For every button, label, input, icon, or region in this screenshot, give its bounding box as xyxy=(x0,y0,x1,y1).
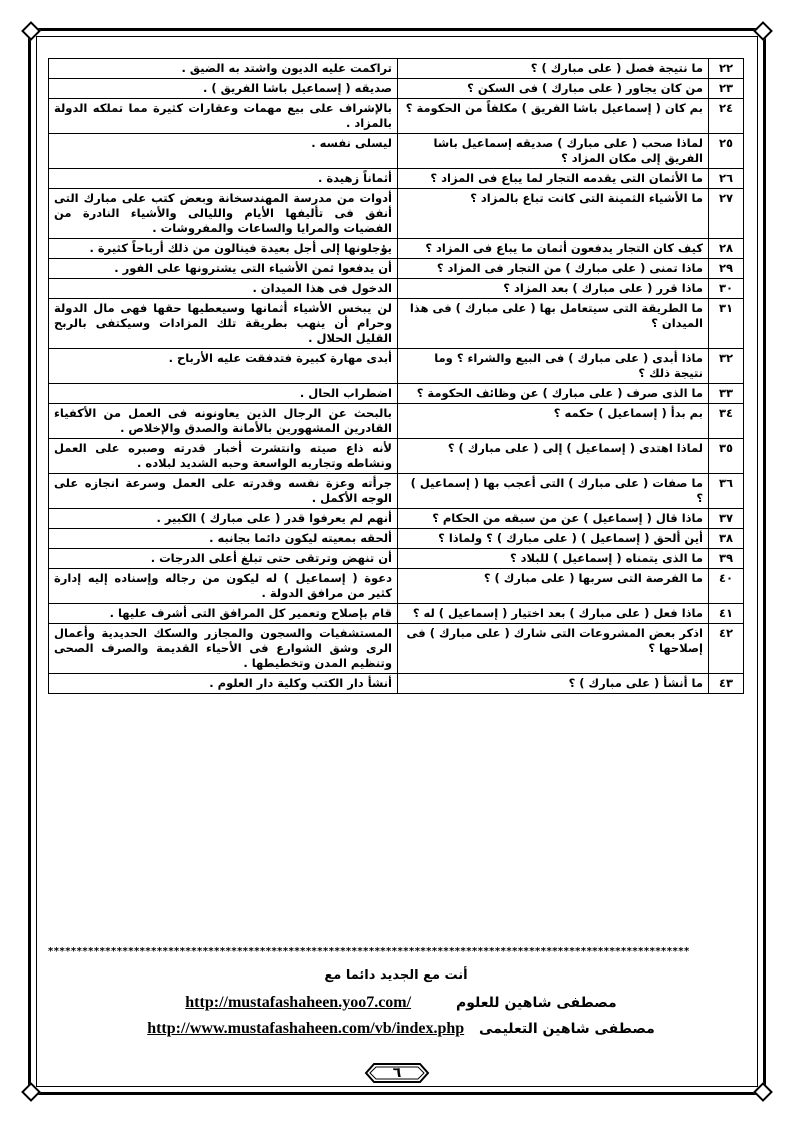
question-cell: ما الذى صرف ( على مبارك ) عن وظائف الحكومة ؟ xyxy=(398,384,709,404)
answer-cell: أبدى مهارة كبيرة فتدفقت عليه الأرباح . xyxy=(49,349,398,384)
question-number: ٤٢ xyxy=(709,624,744,674)
answer-cell: أن تنهض وترتقى حتى تبلغ أعلى الدرجات . xyxy=(49,549,398,569)
page-number-badge xyxy=(364,1062,430,1084)
table-row xyxy=(49,404,744,439)
question-number: ٣٧ xyxy=(709,509,744,529)
footer-site-1-name: مصطفى شاهين للعلوم xyxy=(455,995,617,1011)
answer-cell: أثماناً زهيدة . xyxy=(49,169,398,189)
question-cell: ما الأشياء الثمينة التى كانت تباع بالمزاد ؟ xyxy=(398,189,709,239)
question-cell: اذكر بعض المشروعات التى شارك ( على مبارك ) فى إصلاحها ؟ xyxy=(398,624,709,674)
answer-cell: ألحقه بمعيته ليكون دائما بجانبه . xyxy=(49,529,398,549)
question-cell: ماذا فعل ( على مبارك ) بعد اختيار ( إسماعيل ) له ؟ xyxy=(398,604,709,624)
table-row xyxy=(49,99,744,134)
question-cell: ماذا قال ( إسماعيل ) عن من سبقه من الحكام ؟ xyxy=(398,509,709,529)
answer-cell: بالإشراف على بيع مهمات وعقارات كثيرة مما تملكه الدولة بالمزاد . xyxy=(49,99,398,134)
question-cell: لماذا اهتدى ( إسماعيل ) إلى ( على مبارك ) ؟ xyxy=(398,439,709,474)
table-row xyxy=(49,674,744,694)
question-cell: ما الأثمان التى يقدمه التجار لما يباع فى المزاد ؟ xyxy=(398,169,709,189)
table-row xyxy=(49,624,744,674)
question-cell: ماذا تمنى ( على مبارك ) من التجار فى المزاد ؟ xyxy=(398,259,709,279)
question-cell: بم بدأ ( إسماعيل ) حكمه ؟ xyxy=(398,404,709,439)
table-row xyxy=(49,259,744,279)
answer-cell: أنهم لم يعرفوا قدر ( على مبارك ) الكبير . xyxy=(49,509,398,529)
question-cell: ماذا أبدى ( على مبارك ) فى البيع والشراء ؟ وما نتيجة ذلك ؟ xyxy=(398,349,709,384)
footer-site-2-name: مصطفى شاهين التعليمى xyxy=(479,1021,655,1037)
answer-cell: المستشفيات والسجون والمجازر والسكك الحديدية وأعمال الرى وشق الشوارع فى الأحياء القديمة والصرف الصحى وتنظيم المدن وتخطيطها . xyxy=(49,624,398,674)
answer-cell: تراكمت عليه الديون واشتد به الضيق . xyxy=(49,59,398,79)
question-number: ٣٥ xyxy=(709,439,744,474)
question-number: ٣٨ xyxy=(709,529,744,549)
question-cell: ما صفات ( على مبارك ) التى أعجب بها ( إسماعيل ) ؟ xyxy=(398,474,709,509)
footer-site-1-link[interactable]: http://mustafashaheen.yoo7.com/ xyxy=(185,994,412,1011)
question-cell: أين ألحق ( إسماعيل ) ( على مبارك ) ؟ ولماذا ؟ xyxy=(398,529,709,549)
table-row xyxy=(49,439,744,474)
answer-cell: أنشأ دار الكتب وكلية دار العلوم . xyxy=(49,674,398,694)
question-cell: بم كان ( إسماعيل باشا الفريق ) مكلفاً من الحكومة ؟ xyxy=(398,99,709,134)
table-row xyxy=(49,384,744,404)
question-cell: من كان يجاور ( على مبارك ) فى السكن ؟ xyxy=(398,79,709,99)
question-number: ٤١ xyxy=(709,604,744,624)
answer-cell: لأنه ذاع صيته وانتشرت أخبار قدرته وصبره على العمل ونشاطه وتجاربه الواسعة وحبه الشديد لبلاده . xyxy=(49,439,398,474)
table-row xyxy=(49,549,744,569)
question-number: ٢٩ xyxy=(709,259,744,279)
separator-stars: **************************************************************************************************************** xyxy=(48,946,690,957)
table-row xyxy=(49,189,744,239)
table-row xyxy=(49,569,744,604)
answer-cell: أدوات من مدرسة المهندسخانة وبعض كتب على مبارك التى أنفق فى تأليفها الأيام والليالى والأشياء النادرة من الفضيات والمرايا والساعات والمفروشات . xyxy=(49,189,398,239)
question-number: ٣٠ xyxy=(709,279,744,299)
question-number: ٢٨ xyxy=(709,239,744,259)
question-number: ٢٤ xyxy=(709,99,744,134)
answer-cell: ليسلى نفسه . xyxy=(49,134,398,169)
answer-cell: يؤجلونها إلى أجل بعيدة فينالون من ذلك أرباحاً كثيرة . xyxy=(49,239,398,259)
question-number: ٢٣ xyxy=(709,79,744,99)
table-row xyxy=(49,169,744,189)
question-cell: لماذا صحب ( على مبارك ) صديقه إسماعيل باشا الفريق إلى مكان المزاد ؟ xyxy=(398,134,709,169)
question-number: ٣١ xyxy=(709,299,744,349)
answer-cell: أن يدفعوا ثمن الأشياء التى يشترونها على الفور . xyxy=(49,259,398,279)
table-row xyxy=(49,279,744,299)
question-number: ٢٧ xyxy=(709,189,744,239)
table-row xyxy=(49,239,744,259)
answer-cell: قام بإصلاح وتعمير كل المرافق التى أشرف عليها . xyxy=(49,604,398,624)
question-number: ٤٠ xyxy=(709,569,744,604)
question-number: ٤٣ xyxy=(709,674,744,694)
question-number: ٢٢ xyxy=(709,59,744,79)
question-cell: كيف كان التجار يدفعون أثمان ما يباع فى المزاد ؟ xyxy=(398,239,709,259)
question-number: ٢٦ xyxy=(709,169,744,189)
answer-cell: دعوة ( إسماعيل ) له ليكون من رجاله وإسناده إليه إدارة كثير من مرافق الدولة . xyxy=(49,569,398,604)
question-number: ٣٤ xyxy=(709,404,744,439)
table-row xyxy=(49,299,744,349)
answer-cell: اضطراب الحال . xyxy=(49,384,398,404)
footer-site-1 xyxy=(48,994,744,1012)
question-number: ٣٩ xyxy=(709,549,744,569)
table-row xyxy=(49,79,744,99)
footer-tagline: أنت مع الجديد دائما مع xyxy=(324,968,468,983)
answer-cell: صديقه ( إسماعيل باشا الفريق ) . xyxy=(49,79,398,99)
answer-cell: بالبحث عن الرجال الذين يعاونونه فى العمل من الأكفياء القادرين المشهورين بالأمانة والصدق والإخلاص . xyxy=(49,404,398,439)
question-number: ٣٦ xyxy=(709,474,744,509)
page-number: ٦ xyxy=(392,1065,402,1081)
table-row xyxy=(49,59,744,79)
answer-cell: جرأته وعزة نفسه وقدرته على العمل وسرعة انجازه على الوجه الأكمل . xyxy=(49,474,398,509)
answer-cell: لن يبخس الأشياء أثمانها وسيعطيها حقها فهى مال الدولة وحرام أن ينهب بطريقة تلك المزادات وسيكتفى بالربح القليل الحلال . xyxy=(49,299,398,349)
question-cell: ماذا قرر ( على مبارك ) بعد المزاد ؟ xyxy=(398,279,709,299)
question-cell: ما الذى يتمناه ( إسماعيل ) للبلاد ؟ xyxy=(398,549,709,569)
footer-site-2 xyxy=(48,1020,744,1038)
footer-site-2-link[interactable]: http://www.mustafashaheen.com/vb/index.php xyxy=(147,1020,465,1037)
question-cell: ما الطريقة التى سيتعامل بها ( على مبارك ) فى هذا الميدان ؟ xyxy=(398,299,709,349)
question-cell: ما الفرصة التى سربها ( على مبارك ) ؟ xyxy=(398,569,709,604)
table-row xyxy=(49,134,744,169)
table-row xyxy=(49,474,744,509)
question-cell: ما نتيجة فصل ( على مبارك ) ؟ xyxy=(398,59,709,79)
question-number: ٢٥ xyxy=(709,134,744,169)
table-row xyxy=(49,604,744,624)
table-row xyxy=(49,509,744,529)
question-number: ٣٢ xyxy=(709,349,744,384)
answer-cell: الدخول فى هذا الميدان . xyxy=(49,279,398,299)
question-cell: ما أنشأ ( على مبارك ) ؟ xyxy=(398,674,709,694)
qa-table xyxy=(48,58,744,694)
question-number: ٣٣ xyxy=(709,384,744,404)
table-row xyxy=(49,349,744,384)
table-row xyxy=(49,529,744,549)
